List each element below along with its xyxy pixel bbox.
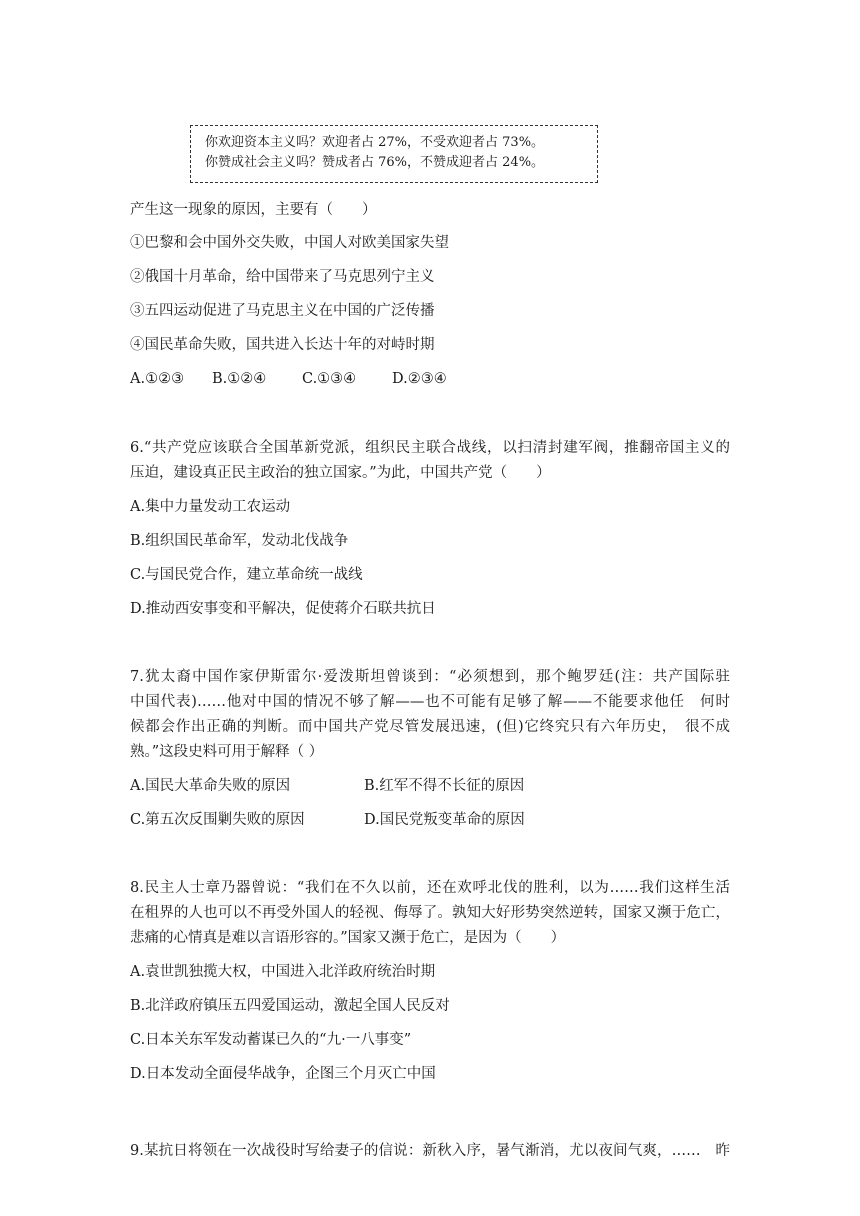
q5-item-4: ④国民革命失败，国共进入长达十年的对峙时期 xyxy=(130,337,435,353)
q8-option-a[interactable]: A.袁世凯独揽大权，中国进入北洋政府统治时期 xyxy=(130,964,436,980)
q6-stem-line-2: 压迫，建设真正民主政治的独立国家。”为此，中国共产党（ ） xyxy=(130,465,551,481)
q5-item-3: ③五四运动促进了马克思主义在中国的广泛传播 xyxy=(130,303,435,319)
q7-option-c[interactable]: C.第五次反围剿失败的原因 xyxy=(130,812,305,828)
q7-stem-line-3: 候都会作出正确的判断。而中国共产党尽管发展迅速，(但)它终究只有六年历史， 很不成 xyxy=(130,719,730,735)
q6-stem-line-1: 6.“共产党应该联合全国革新党派，组织民主联合战线，以扫清封建军阀，推翻帝国主义的 xyxy=(130,440,730,456)
q5-option-d[interactable]: D.②③④ xyxy=(392,371,447,387)
q5-item-2: ②俄国十月革命，给中国带来了马克思列宁主义 xyxy=(130,269,435,285)
q8-option-c[interactable]: C.日本关东军发动蓄谋已久的“九·一八事变” xyxy=(130,1032,412,1048)
q7-stem-line-1: 7.犹太裔中国作家伊斯雷尔·爱泼斯坦曾谈到：“必须想到，那个鲍罗廷(注：共产国际驻 xyxy=(130,669,730,685)
q9-stem-line-1: 9.某抗日将领在一次战役时写给妻子的信说：新秋入序，暑气渐消，尤以夜间气爽，…… 昨 xyxy=(130,1143,730,1159)
q7-option-d[interactable]: D.国民党叛变革命的原因 xyxy=(364,812,525,828)
q7-option-b[interactable]: B.红军不得不长征的原因 xyxy=(364,778,525,794)
q6-option-c[interactable]: C.与国民党合作，建立革命统一战线 xyxy=(130,567,363,583)
q7-option-a[interactable]: A.国民大革命失败的原因 xyxy=(130,778,291,794)
q5-stem: 产生这一现象的原因，主要有（ ） xyxy=(130,202,377,218)
q8-stem-line-1: 8.民主人士章乃器曾说：“我们在不久以前，还在欢呼北伐的胜利，以为……我们这样生活 xyxy=(130,880,730,896)
q6-option-d[interactable]: D.推动西安事变和平解决，促使蒋介石联共抗日 xyxy=(130,601,436,617)
q7-stem-line-4: 熟。”这段史料可用于解释（ ） xyxy=(130,744,324,760)
q8-stem-line-2: 在租界的人也可以不再受外国人的轻视、侮辱了。孰知大好形势突然逆转，国家又濒于危亡， xyxy=(130,905,730,921)
q6-option-b[interactable]: B.组织国民革命军，发动北伐战争 xyxy=(130,533,349,549)
q5-option-a[interactable]: A.①②③ xyxy=(130,371,185,387)
q5-item-1: ①巴黎和会中国外交失败，中国人对欧美国家失望 xyxy=(130,235,449,251)
q8-stem-line-3: 悲痛的心情真是难以言语形容的。”国家又濒于危亡，是因为（ ） xyxy=(130,930,566,946)
q5-option-c[interactable]: C.①③④ xyxy=(302,371,357,387)
q8-option-b[interactable]: B.北洋政府镇压五四爱国运动，激起全国人民反对 xyxy=(130,998,450,1014)
q5-option-b[interactable]: B.①②④ xyxy=(212,371,267,387)
survey-line-1: 你欢迎资本主义吗？欢迎者占 27%，不受欢迎者占 73%。 xyxy=(205,135,545,150)
q8-option-d[interactable]: D.日本发动全面侵华战争，企图三个月灭亡中国 xyxy=(130,1066,436,1082)
q7-stem-line-2: 中国代表)……他对中国的情况不够了解——也不可能有足够了解——不能要求他任 何时 xyxy=(130,694,730,710)
survey-line-2: 你赞成社会主义吗？赞成者占 76%，不赞成迎者占 24%。 xyxy=(205,155,545,170)
q6-option-a[interactable]: A.集中力量发动工农运动 xyxy=(130,499,291,515)
survey-box xyxy=(190,125,598,183)
